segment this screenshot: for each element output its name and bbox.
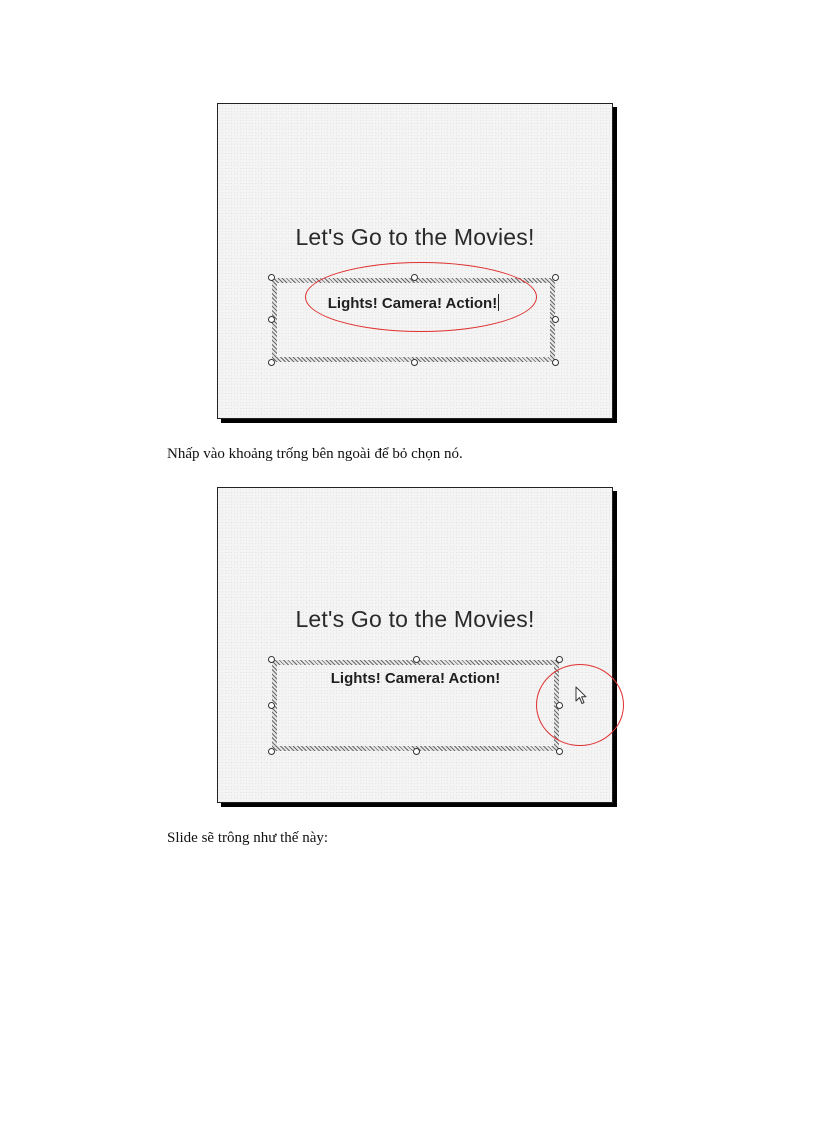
resize-handle-middle-left[interactable] <box>268 702 275 709</box>
resize-handle-bottom-center[interactable] <box>411 359 418 366</box>
slide-preview-editing <box>217 103 613 419</box>
resize-handle-bottom-left[interactable] <box>268 359 275 366</box>
subtitle-placeholder-selected[interactable] <box>272 660 559 751</box>
slide-title: Let's Go to the Movies! <box>295 224 535 250</box>
subtitle-text: Lights! Camera! Action! <box>330 670 501 687</box>
result-caption: Slide sẽ trông như thế này: <box>167 830 329 846</box>
resize-handle-bottom-center[interactable] <box>413 748 420 755</box>
resize-handle-bottom-left[interactable] <box>268 748 275 755</box>
resize-handle-top-right[interactable] <box>556 656 563 663</box>
resize-handle-top-left[interactable] <box>268 656 275 663</box>
subtitle-text: Lights! Camera! Action! <box>327 295 498 312</box>
resize-handle-top-right[interactable] <box>552 274 559 281</box>
resize-handle-bottom-right[interactable] <box>556 748 563 755</box>
resize-handle-middle-right[interactable] <box>552 316 559 323</box>
resize-handle-top-left[interactable] <box>268 274 275 281</box>
red-highlight-circle <box>536 664 624 746</box>
resize-handle-bottom-right[interactable] <box>552 359 559 366</box>
instruction-caption: Nhấp vào khoảng trống bên ngoài để bỏ chọn nó. <box>167 446 463 462</box>
slide-preview-deselect <box>217 487 613 803</box>
red-highlight-ellipse <box>305 262 537 332</box>
slide-title: Let's Go to the Movies! <box>295 606 535 632</box>
resize-handle-top-center[interactable] <box>413 656 420 663</box>
resize-handle-middle-left[interactable] <box>268 316 275 323</box>
mouse-pointer-icon <box>575 686 587 705</box>
